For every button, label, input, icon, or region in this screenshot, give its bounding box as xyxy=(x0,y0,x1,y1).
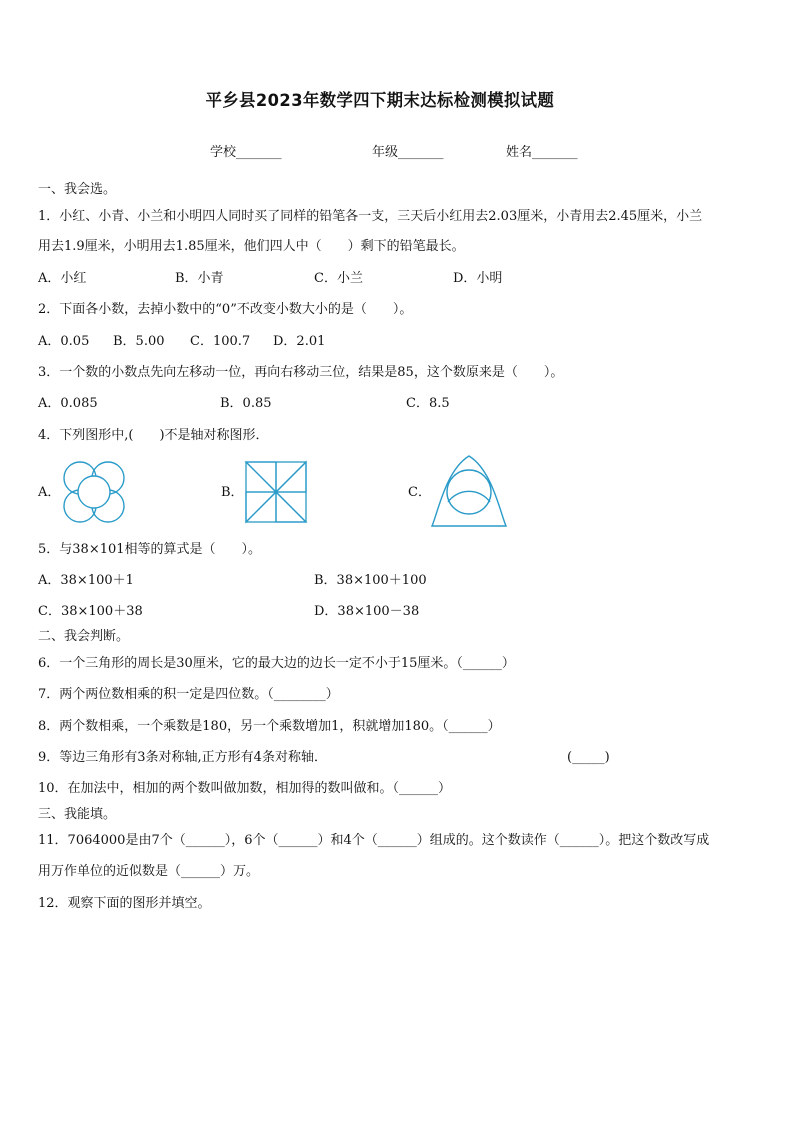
q7-text: 7．两个两位数相乘的积一定是四位数。（________） xyxy=(38,687,339,702)
q5-option-d[interactable]: D．38×100－38 xyxy=(314,604,420,619)
q9-text: 9．等边三角形有3条对称轴,正方形有4条对称轴． xyxy=(38,750,327,765)
q2-stem: 2．下面各小数，去掉小数中的“0”不改变小数大小的是（ ）。 xyxy=(38,302,413,317)
q8-text: 8．两个数相乘，一个乘数是180，另一个乘数增加1，积就增加180。（______） xyxy=(38,719,501,734)
school-field[interactable]: 学校_______ xyxy=(210,145,282,160)
q5-option-a[interactable]: A．38×100＋1 xyxy=(38,573,134,588)
q5-stem: 5．与38×101相等的算式是（ ）。 xyxy=(38,542,262,557)
q10-text: 10．在加法中，相加的两个数叫做加数，相加得的数叫做和。（______） xyxy=(38,781,452,796)
name-field[interactable]: 姓名_______ xyxy=(506,145,578,160)
q1-stem-line1: 1．小红、小青、小兰和小明四人同时买了同样的铅笔各一支，三天后小红用去2.03厘米，小青用去2.45厘米，小兰 xyxy=(38,209,703,224)
q3-option-b[interactable]: B．0.85 xyxy=(220,396,272,411)
section-heading-judge: 二、我会判断。 xyxy=(38,629,130,644)
q1-option-b[interactable]: B．小青 xyxy=(175,271,224,286)
q9-blank[interactable]: (_____) xyxy=(567,750,610,765)
pinwheel-figure xyxy=(244,460,308,524)
triquetra-figure xyxy=(428,452,510,530)
q3-option-a[interactable]: A．0.085 xyxy=(38,396,98,411)
q11-line2: 用万作单位的近似数是（______）万。 xyxy=(38,864,260,879)
q2-option-d[interactable]: D．2.01 xyxy=(273,334,326,349)
grade-field[interactable]: 年级_______ xyxy=(372,145,444,160)
q1-option-d[interactable]: D．小明 xyxy=(453,271,503,286)
q4-stem: 4．下列图形中,( )不是轴对称图形． xyxy=(38,428,269,443)
q12-text: 12．观察下面的图形并填空。 xyxy=(38,896,211,911)
q5-option-c[interactable]: C．38×100＋38 xyxy=(38,604,143,619)
flower-figure xyxy=(58,458,130,526)
q4-option-a[interactable]: A． xyxy=(38,485,61,500)
q4-option-b[interactable]: B． xyxy=(221,485,244,500)
q3-stem: 3．一个数的小数点先向左移动一位，再向右移动三位，结果是85，这个数原来是（ ）。 xyxy=(38,365,564,380)
q3-option-c[interactable]: C．8.5 xyxy=(406,396,450,411)
section-heading-choose: 一、我会选。 xyxy=(38,182,117,197)
q1-stem-line2: 用去1.9厘米，小明用去1.85厘米，他们四人中（ ）剩下的铅笔最长。 xyxy=(38,239,465,254)
page-title: 平乡县2023年数学四下期末达标检测模拟试题 xyxy=(205,91,555,111)
section-heading-fill: 三、我能填。 xyxy=(38,807,117,822)
q11-line1: 11．7064000是由7个（______），6个（______）和4个（______）组成的。这个数读作（______）。把这个数改写成 xyxy=(38,833,710,848)
q2-option-a[interactable]: A．0.05 xyxy=(38,334,90,349)
q2-option-c[interactable]: C．100.7 xyxy=(190,334,251,349)
q1-option-a[interactable]: A．小红 xyxy=(38,271,87,286)
q4-option-c[interactable]: C． xyxy=(408,485,431,500)
q6-text: 6．一个三角形的周长是30厘米，它的最大边的边长一定不小于15厘米。（______） xyxy=(38,656,515,671)
q5-option-b[interactable]: B．38×100＋100 xyxy=(314,573,427,588)
q1-option-c[interactable]: C．小兰 xyxy=(314,271,363,286)
q2-option-b[interactable]: B．5.00 xyxy=(113,334,165,349)
